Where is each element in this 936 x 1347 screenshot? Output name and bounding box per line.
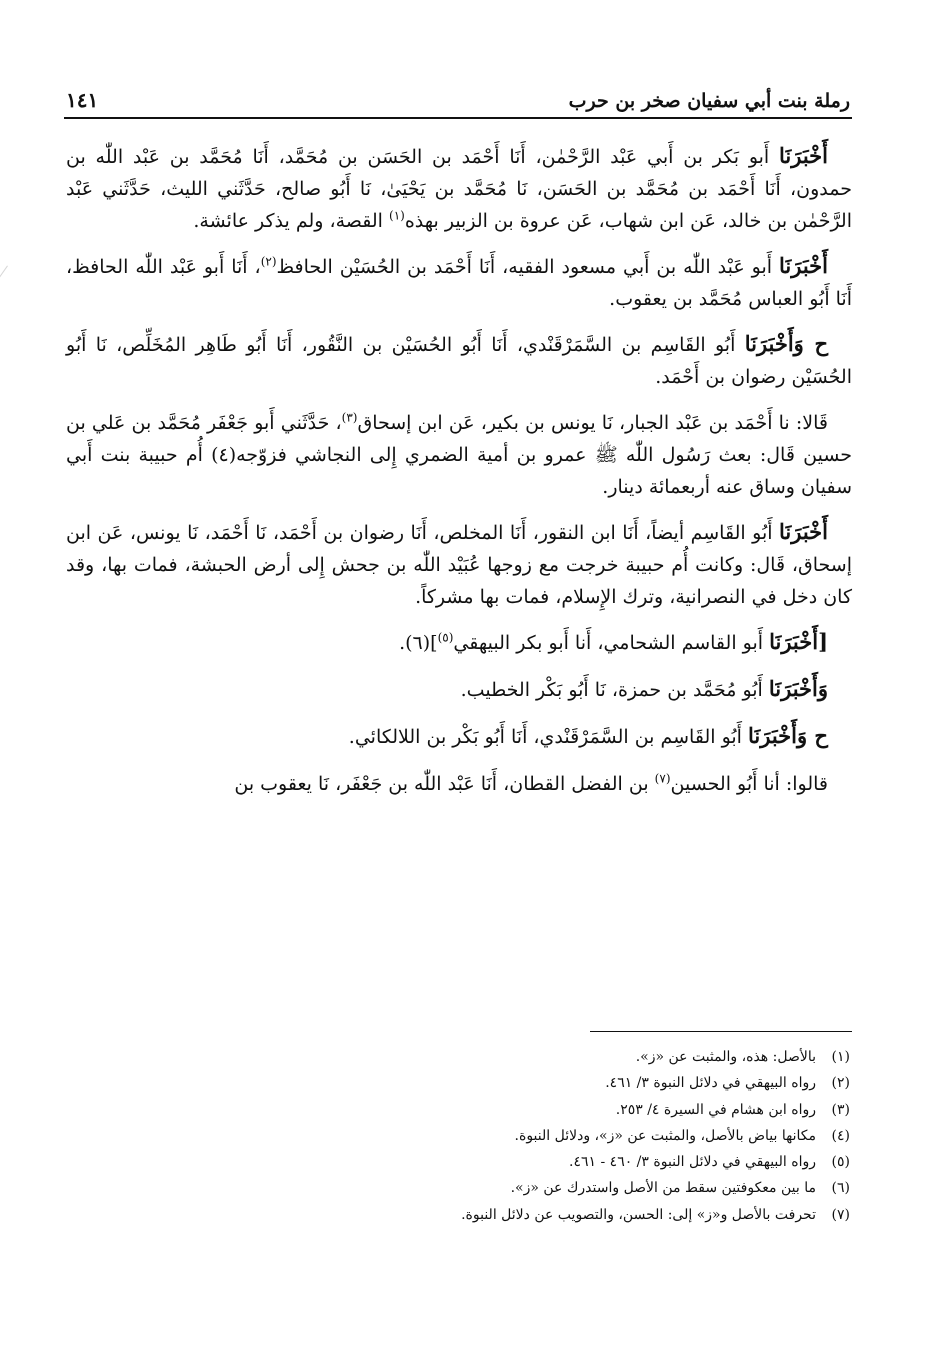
paragraph-lead: [: [818, 629, 828, 654]
paragraph-text: أَبُو القَاسِم بن السَّمَرْقَنْدي، أَنَا أَبُو بَكْر بن اللالكائي.: [348, 726, 748, 748]
keyword-wa-akhbarana: وَأَخْبَرَنَا: [748, 723, 808, 748]
paragraph-text: أَبُو القَاسِم بن السَّمَرْقَنْدي، أَنَا أَبُو الحُسَيْن بن النَّقُور، أَنَا أَبُو طَاهِر المُخَلِّص، نَا أَبُو الحُسَيْن رضوان بن أَحْمَد.: [66, 334, 852, 388]
footnote-text: ما بين معكوفتين سقط من الأصل واستدرك عن «ز».: [510, 1180, 816, 1197]
footnote: [66, 1175, 850, 1201]
paragraph-text: أَبو القاسم الشحامي، أَنا أَبو بكر البيهقي: [453, 632, 770, 654]
footnote-number: (٢): [831, 1075, 850, 1092]
paragraph-tail: ](٦).: [399, 632, 438, 654]
footnote-ref: (٣): [341, 410, 358, 425]
footnote-rule: [590, 1031, 852, 1032]
footnote: [66, 1097, 850, 1123]
page-number: ١٤١: [66, 88, 99, 112]
paragraph: [66, 673, 852, 706]
paragraph: [66, 406, 852, 503]
paragraph: [66, 626, 852, 659]
footnote: [66, 1202, 850, 1228]
footnote-ref: (٧): [654, 771, 671, 786]
footnote-ref: (١): [389, 208, 405, 223]
footnote: [66, 1070, 850, 1096]
footnote-number: (٧): [831, 1206, 850, 1223]
paragraph-text: أَبُو مُحَمَّد بن حمزة، نَا أَبُو بَكْر الخطيب.: [460, 679, 769, 701]
keyword-akhbarana: أَخْبَرَنَا: [779, 253, 828, 278]
footnote-text: رواه البيهقي في دلائل النبوة ٣/ ٤٦١.: [605, 1075, 816, 1092]
footnote-text: مكانها بياض بالأصل، والمثبت عن «ز»، ودلائل النبوة.: [514, 1127, 816, 1144]
keyword-akhbarana: أَخْبَرَنَا: [779, 519, 828, 544]
paragraph-text: أَبو بَكر بن أَبي عَبْد الرَّحْمٰن، أَنَا أَحْمَد بن الحَسَن بن مُحَمَّد، أَنَا مُحَمَّد بن عَبْد اللّٰه بن حمدون، أَنَا أَحْمَد بن مُحَمَّد بن الحَسَن، نَا مُحَمَّد بن يَحْيَىٰ، نَا أَبُو صالح، حَدَّثَني الليث، حَدَّثَني عَبْد الرَّحْمٰن بن خالد، عَن ابن شهاب، عَن عروة بن الزبير بهذه: [66, 146, 852, 232]
paragraph-tail: ، أَنَا أَبو عَبْد اللّٰه الحافظ، أَنَا أَبُو العباس مُحَمَّد بن يعقوب.: [66, 256, 852, 310]
keyword-wa-akhbarana: وَأَخْبَرَنَا: [744, 331, 804, 356]
keyword-wa-akhbarana: وَأَخْبَرَنَا: [768, 676, 828, 701]
paragraph-text: أَبُو القَاسِم أيضاً، أَنَا ابن النقور، أَنَا المخلص، أَنَا رضوان بن أَحْمَد، نَا أَحْمَد، نَا يونس، عَن ابن إسحاق، قَال: وكانت أُم حبيبة خرجت مع زوجها عُبَيْد اللّٰه بن جحش إِلى أرض الحبشة، فمات بها، وقد كان دخل في النصرانية، وترك الإِسلام، فمات بها مشركاً.: [66, 522, 852, 608]
footnote-ref: (٢): [260, 254, 277, 269]
footnote-text: رواه البيهقي في دلائل النبوة ٣/ ٤٦٠ - ٤٦١.: [569, 1154, 816, 1171]
paragraph-text: قَالا: نا أَحْمَد بن عَبْد الجبار، نَا يونس بن بكير، عَن ابن إسحاق: [357, 412, 828, 434]
footnotes: [66, 1044, 850, 1228]
footnote-number: (٥): [831, 1154, 850, 1171]
footnote-number: (٤): [831, 1127, 850, 1144]
paragraph-tail: القصة، ولم يذكر عائشة.: [193, 210, 389, 232]
paragraph: [66, 140, 852, 237]
footnote-number: (٣): [831, 1101, 850, 1118]
paragraph-tail: ، حَدَّثَني أَبو جَعْفَر مُحَمَّد بن عَلي بن حسين قَال: بعث رَسُول اللّٰه ﷺ عمرو بن أمية الضمري إِلى النجاشي فزوّجه(٤) أُم حبيبة بنت أَبي سفيان وساق عنه أربعمائة دينار.: [66, 412, 853, 498]
paragraph-lead: ح: [803, 331, 828, 356]
paragraph: [66, 328, 852, 393]
header-rule: [64, 117, 852, 119]
keyword-akhbarana: أَخْبَرَنَا: [779, 143, 828, 168]
footnote-text: بالأصل: هذه، والمثبت عن «ز».: [635, 1049, 816, 1065]
paragraph-text: أَبو عَبْد اللّٰه بن أَبي مسعود الفقيه، أَنَا أَحْمَد بن الحُسَيْن الحافظ: [276, 256, 780, 278]
paragraph: [66, 767, 852, 800]
paragraph: [66, 250, 852, 315]
paragraph: [66, 720, 852, 753]
footnote-text: تحرفت بالأصل و«ز» إلى: الحسن، والتصويب عن دلائل النبوة.: [461, 1206, 816, 1223]
footnote-number: (١): [831, 1049, 850, 1065]
paragraph-text: قالوا: أنا أَبُو الحسين: [670, 773, 828, 795]
footnote: [66, 1123, 850, 1149]
footnote-number: (٦): [831, 1180, 850, 1197]
running-header: [66, 78, 850, 112]
paragraph-lead: ح: [807, 723, 828, 748]
paragraph-tail: بن الفضل القطان، أَنَا عَبْد اللّٰه بن جَعْفَر، نَا يعقوب بن: [234, 773, 655, 795]
paragraph: [66, 516, 852, 613]
footnote: [66, 1044, 850, 1070]
footnote-text: رواه ابن هشام في السيرة ٤/ ٢٥٣.: [615, 1101, 816, 1118]
footnote-ref: (٥): [437, 630, 454, 645]
main-text: [66, 140, 852, 813]
keyword-akhbarana: أَخْبَرَنَا: [769, 629, 819, 654]
footnote: [66, 1149, 850, 1175]
running-title: رملة بنت أبي سفيان صخر بن حرب: [568, 90, 850, 112]
